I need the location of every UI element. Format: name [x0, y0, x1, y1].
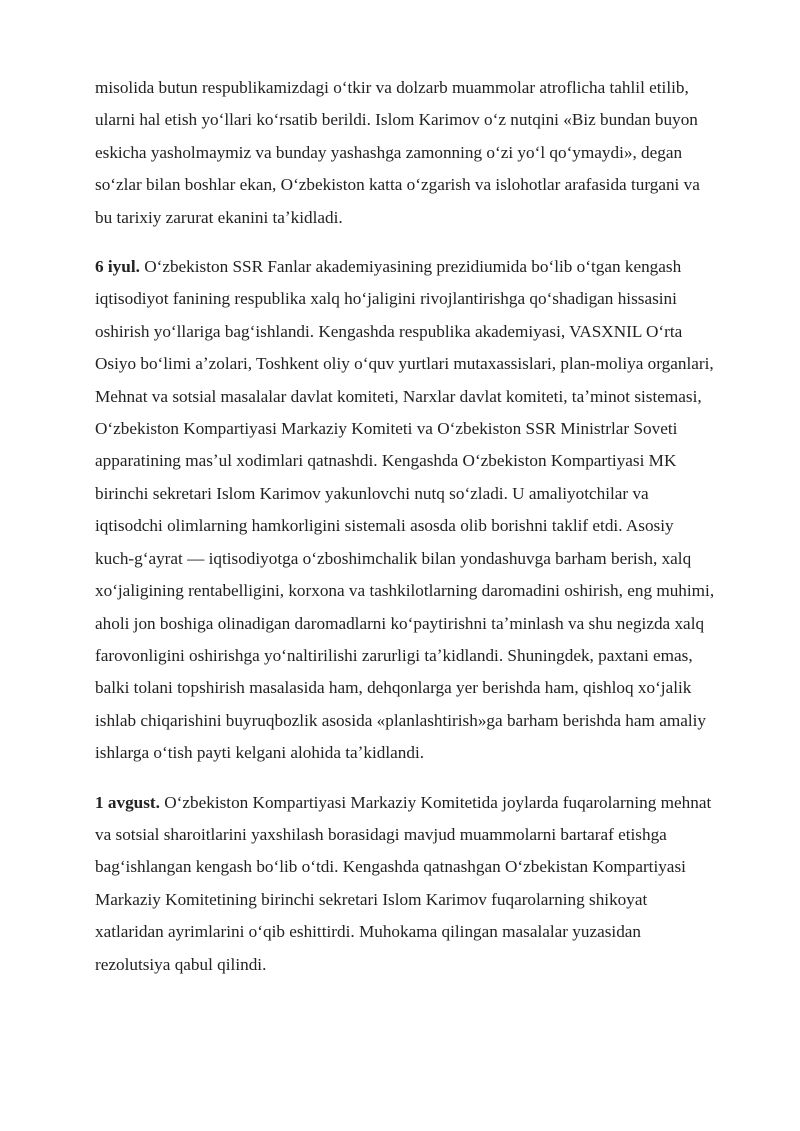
paragraph-text: Oʻzbekiston SSR Fanlar akademiyasining prezidiumida boʻlib oʻtgan kengash iqtisodiyot fanining respublika xalq hoʻjaligini rivojlantirishga qoʻshadigan hissasini oshirish yoʻllariga bagʻishlandi. Kengashda respublika akademiyasi, VASXNIL Oʻrta Osiyo boʻlimi aʼzolari, Toshkent oliy oʻquv yurtlari mutaxassislari, plan-moliya organlari, Mehnat va sotsial masalalar davlat komiteti, Narxlar davlat komiteti, taʼminot sistemasi, Oʻzbekiston Kompartiyasi Markaziy Komiteti va Oʻzbekiston SSR Ministrlar Soveti apparatining masʼul xodimlari qatnashdi. Kengashda Oʻzbekiston Kompartiyasi MK birinchi sekretari Islom Karimov yakunlovchi nutq soʻzladi. U amaliyotchilar va iqtisodchi olimlarning hamkorligini sistemali asosda olib borishni taklif etdi. Asosiy kuch-gʻayrat — iqtisodiyotga oʻzboshimchalik bilan yondashuvga barham berish, xalq xoʻjaligining rentabelligini, korxona va tashkilotlarning daromadini oshirish, eng muhimi, aholi jon boshiga olinadigan daromadlarni koʻpaytirishni taʼminlash va shu negizda xalq farovonligini oshirishga yoʻnaltirilishi zarurligi taʼkidlandi. Shuningdek, paxtani emas, balki tolani topshirish masalasida ham, dehqonlarga yer berishda ham, qishloq xoʻjalik ishlab chiqarishini buyruqbozlik asosida «planlashtirish»ga barham berishda ham amaliy ishlarga oʻtish payti kelgani alohida taʼkidlandi.: [95, 257, 715, 763]
paragraph-text: misolida butun respublikamizdagi oʻtkir va dolzarb muammolar atroflicha tahlil etilib, ularni hal etish yoʻllari koʻrsatib berildi. Islom Karimov oʻz nutqini «Biz bundan buyon eskicha yasholmaymiz va bunday yashashga zamonning oʻzi yoʻl qoʻymaydi», degan soʻzlar bilan boshlar ekan, Oʻzbekiston katta oʻzgarish va islohotlar arafasida turgani va bu tarixiy zarurat ekanini taʼkidladi.: [95, 78, 700, 227]
paragraph-text: Oʻzbekiston Kompartiyasi Markaziy Komitetida joylarda fuqarolarning mehnat va sotsial sharoitlarini yaxshilash borasidagi mavjud muammolarni bartaraf etishga bagʻishlangan kengash boʻlib oʻtdi. Kengashda qatnashgan Oʻzbekistan Kompartiyasi Markaziy Komitetining birinchi sekretari Islom Karimov fuqarolarning shikoyat xatlaridan ayrimlarini oʻqib eshittirdi. Muhokama qilingan masalalar yuzasidan rezolutsiya qabul qilindi.: [95, 792, 712, 974]
paragraph-1-avgust: [95, 787, 715, 981]
document-page: [95, 72, 715, 998]
paragraph-date: 6 iyul.: [95, 257, 140, 277]
paragraph-intro: [95, 72, 715, 234]
paragraph-date: 1 avgust.: [95, 792, 160, 812]
paragraph-6-iyul: [95, 251, 715, 770]
